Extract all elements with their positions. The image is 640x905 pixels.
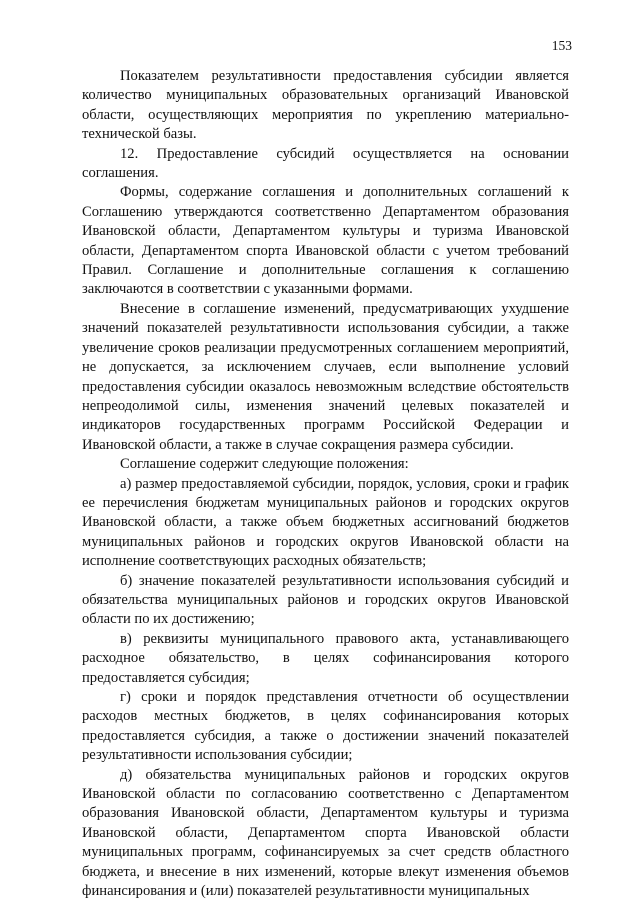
list-item-a: а) размер предоставляемой субсидии, порядок, условия, сроки и график ее перечисления бюджетам муниципальных районов и городских округов Ивановской области, а также объем бюджетных ассигнований бюджетов муниципальных районов и городских округов Ивановской области на исполнение соответствующих расходных обязательств; [82,475,569,570]
list-item-v: в) реквизиты муниципального правового акта, устанавливающего расходное обязательство, в целях софинансирования которого предоставляется субсидия; [82,630,569,686]
paragraph-agreement-forms: Формы, содержание соглашения и дополнительных соглашений к Соглашению утверждаются соответственно Департаментом образования Ивановской области, Департаментом культуры и туризма Ивановской области, Департаментом спорта Ивановской области с учетом требований Правил. Соглашение и дополнительные соглашения к соглашению заключаются в соответствии с указанными формами. [82,184,569,298]
paragraph-agreement-provisions: Соглашение содержит следующие положения: [120,456,409,473]
paragraph-clause-12: 12. Предоставление субсидий осуществляется на основании соглашения. [82,145,569,182]
page-number: 153 [551,38,572,53]
list-item-b: б) значение показателей результативности использования субсидий и обязательства муниципальных районов и городских округов Ивановской области по их достижению; [82,572,569,628]
list-item-d: д) обязательства муниципальных районов и городских округов Ивановской области по согласованию соответственно с Департаментом образования Ивановской области, Департаментом культуры и туризма Ивановской области, Департаментом спорта Ивановской области муниципальных программ, софинансируемых за счет средств областного бюджета, и внесение в них изменений, которые влекут изменения объемов финансирования и (или) показателей результативности муниципальных [82,766,569,900]
document-body [82,67,569,901]
list-item-g: г) сроки и порядок представления отчетности об осуществлении расходов местных бюджетов, в целях софинансирования которых предоставляется субсидия, а также о достижении значений показателей результативности использования субсидии; [82,689,569,764]
paragraph-agreement-changes: Внесение в соглашение изменений, предусматривающих ухудшение значений показателей результативности использования субсидии, а также увеличение сроков реализации предусмотренных соглашением мероприятий, не допускается, за исключением случаев, если выполнение условий предоставления субсидии оказалось невозможным вследствие обстоятельств непреодолимой силы, изменения значений целевых показателей и индикаторов государственных программ Российской Федерации и Ивановской области, а также в случае сокращения размера субсидии. [82,300,569,453]
paragraph-result-indicator: Показателем результативности предоставления субсидии является количество муниципальных образовательных организаций Ивановской области, осуществляющих мероприятия по укреплению материально-технической базы. [82,68,569,143]
